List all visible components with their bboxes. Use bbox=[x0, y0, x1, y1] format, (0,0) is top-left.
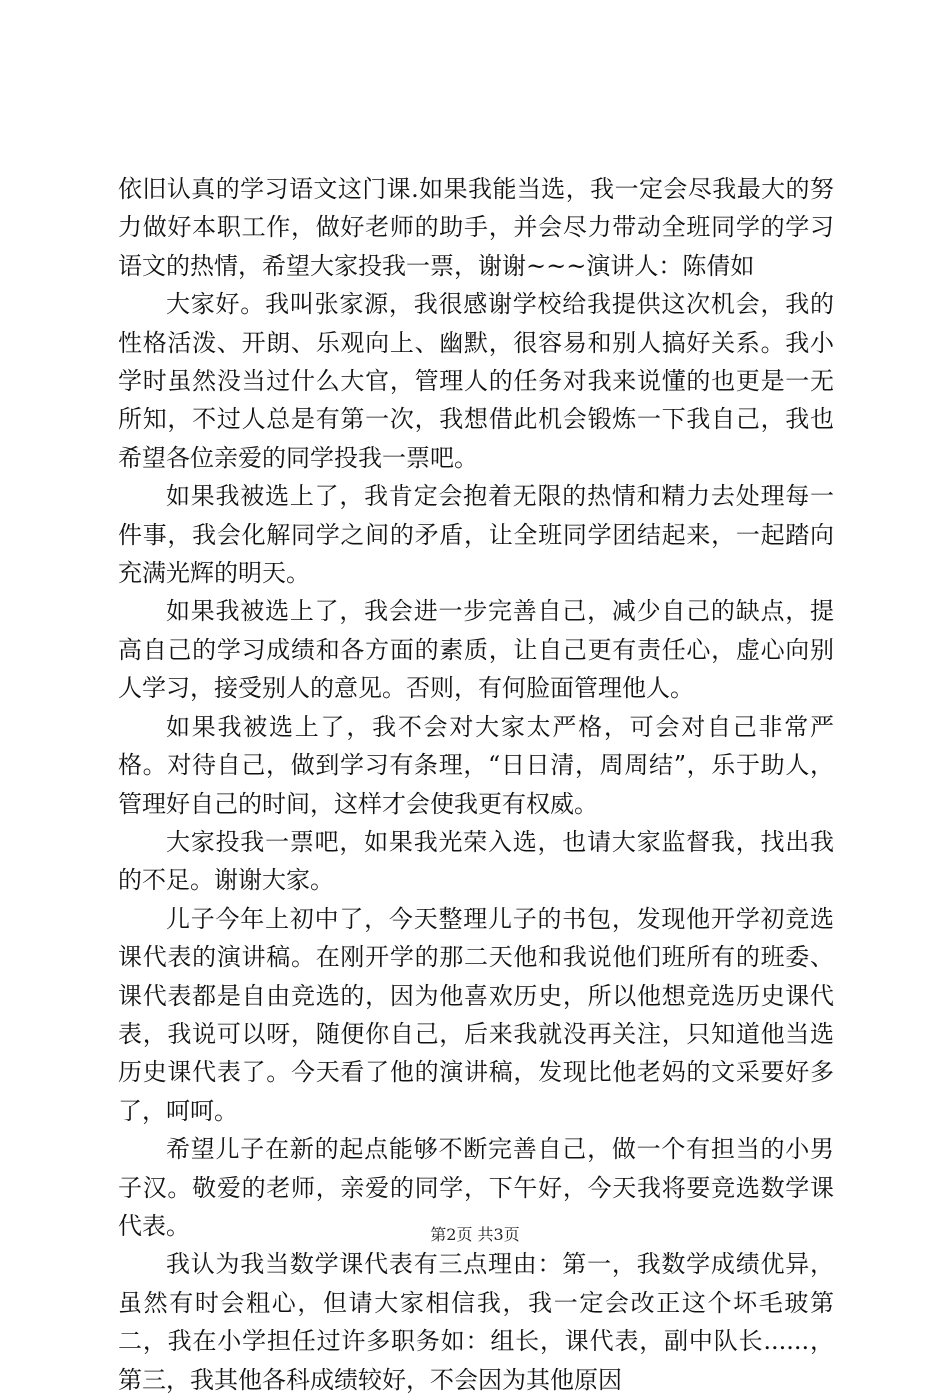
paragraph: 我认为我当数学课代表有三点理由：第一，我数学成绩优异，虽然有时会粗心，但请大家相信我，我一定会改正这个坏毛玻第二，我在小学担任过许多职务如：组长，课代表，副中队长......，第三，我其他各科成绩较好，不会因为其他原因 bbox=[118, 1250, 834, 1394]
paragraph: 大家投我一票吧，如果我光荣入选，也请大家监督我，找出我的不足。谢谢大家。 bbox=[118, 827, 834, 895]
page-footer: 第2页 共3页 bbox=[430, 1225, 520, 1244]
paragraph: 如果我被选上了，我会进一步完善自己，减少自己的缺点，提高自己的学习成绩和各方面的素质，让自己更有责任心，虚心向别人学习，接受别人的意见。否则，有何脸面管理他人。 bbox=[118, 597, 834, 703]
paragraph: 儿子今年上初中了，今天整理儿子的书包，发现他开学初竞选课代表的演讲稿。在刚开学的那二天他和我说他们班所有的班委、课代表都是自由竞选的，因为他喜欢历史，所以他想竞选历史课代表，我说可以呀，随便你自己，后来我就没再关注，只知道他当选历史课代表了。今天看了他的演讲稿，发现比他老妈的文采要好多了，呵呵。 bbox=[118, 904, 834, 1125]
document-body bbox=[118, 170, 834, 1399]
paragraph: 如果我被选上了，我肯定会抱着无限的热情和精力去处理每一件事，我会化解同学之间的矛盾，让全班同学团结起来，一起踏向充满光辉的明天。 bbox=[118, 482, 834, 588]
paragraph: 希望儿子在新的起点能够不断完善自己，做一个有担当的小男子汉。敬爱的老师，亲爱的同学，下午好，今天我将要竞选数学课代表。 bbox=[118, 1135, 834, 1240]
paragraph: 大家好。我叫张家源，我很感谢学校给我提供这次机会，我的性格活泼、开朗、乐观向上、幽默，很容易和别人搞好关系。我小学时虽然没当过什么大官，管理人的任务对我来说懂的也更是一无所知，不过人总是有第一次，我想借此机会锻炼一下我自己，我也希望各位亲爱的同学投我一票吧。 bbox=[118, 290, 834, 472]
paragraph: 依旧认真的学习语文这门课.如果我能当选，我一定会尽我最大的努力做好本职工作，做好老师的助手，并会尽力带动全班同学的学习语文的热情，希望大家投我一票，谢谢~~~演讲人：陈倩如 bbox=[118, 175, 834, 280]
paragraph: 如果我被选上了，我不会对大家太严格，可会对自己非常严格。对待自己，做到学习有条理，“日日清，周周结”，乐于助人，管理好自己的时间，这样才会使我更有权威。 bbox=[118, 712, 834, 818]
